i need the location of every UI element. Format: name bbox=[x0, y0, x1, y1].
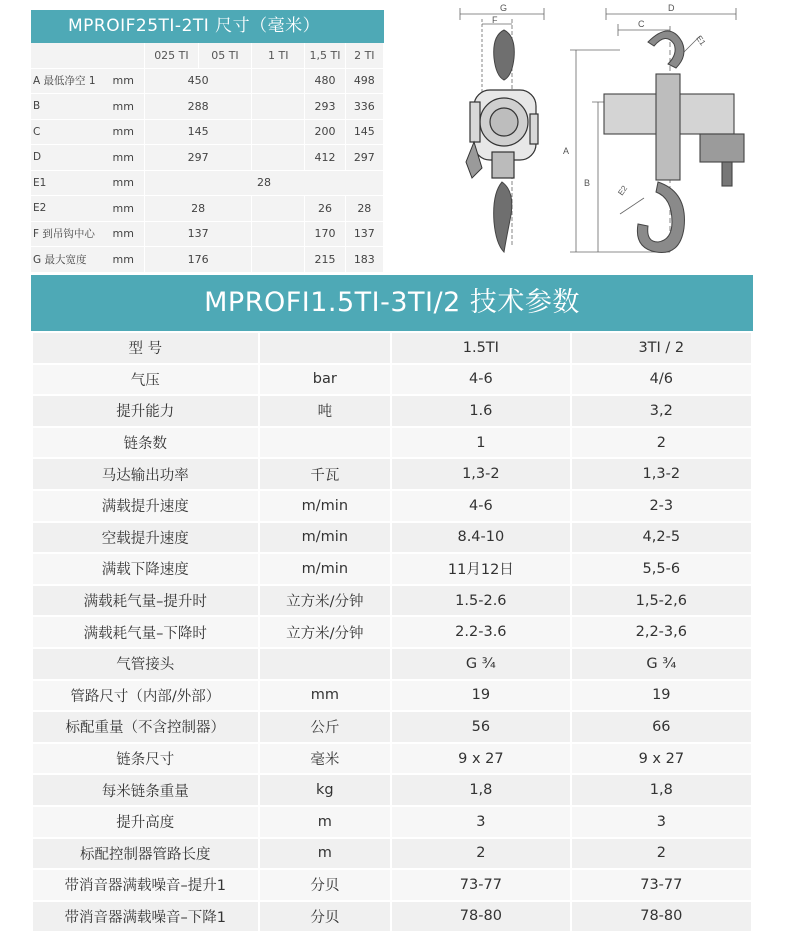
spec-cell: m bbox=[259, 838, 392, 870]
spec-cell: 毫米 bbox=[259, 743, 392, 775]
spec-cell: m/min bbox=[259, 553, 392, 585]
column-header: 1,5 TI bbox=[305, 43, 345, 68]
spec-cell: 1.5-2.6 bbox=[391, 585, 571, 617]
spec-row bbox=[32, 364, 752, 396]
spec-cell: 78-80 bbox=[571, 901, 752, 933]
spec-cell: 5,5-6 bbox=[571, 553, 752, 585]
value-cell: 170 bbox=[305, 221, 345, 247]
spec-cell: 立方米/分钟 bbox=[259, 616, 392, 648]
spec-row bbox=[32, 869, 752, 901]
spec-cell: 管路尺寸（内部/外部） bbox=[32, 680, 259, 712]
column-header: 1 TI bbox=[252, 43, 305, 68]
value-cell: 297 bbox=[145, 145, 252, 171]
spec-cell: 9 x 27 bbox=[571, 743, 752, 775]
spec-cell: 满载耗气量–下降时 bbox=[32, 616, 259, 648]
spec-cell: 马达输出功率 bbox=[32, 458, 259, 490]
spec-cell: 提升能力 bbox=[32, 395, 259, 427]
spec-cell: 4-6 bbox=[391, 364, 571, 396]
spec-cell: 每米链条重量 bbox=[32, 774, 259, 806]
spec-row bbox=[32, 838, 752, 870]
spec-cell: 3,2 bbox=[571, 395, 752, 427]
value-cell: 336 bbox=[345, 94, 383, 120]
spec-cell: 1.5TI bbox=[391, 332, 571, 364]
spec-cell: G ¾ bbox=[571, 648, 752, 680]
dimension-row bbox=[31, 170, 384, 196]
value-cell: 176 bbox=[145, 247, 252, 273]
spec-cell: 2-3 bbox=[571, 490, 752, 522]
row-unit: mm bbox=[107, 221, 145, 247]
spec-table-title: MPROFI1.5TI-3TI/2 技术参数 bbox=[31, 275, 753, 331]
spec-cell: 1,5-2,6 bbox=[571, 585, 752, 617]
spec-row bbox=[32, 616, 752, 648]
spec-cell: 满载提升速度 bbox=[32, 490, 259, 522]
spec-cell: m/min bbox=[259, 522, 392, 554]
spec-cell: 立方米/分钟 bbox=[259, 585, 392, 617]
spec-cell: 标配控制器管路长度 bbox=[32, 838, 259, 870]
row-unit: mm bbox=[107, 247, 145, 273]
value-cell: 137 bbox=[345, 221, 383, 247]
dim-label-b: B bbox=[584, 178, 591, 188]
value-cell: 137 bbox=[145, 221, 252, 247]
spec-row bbox=[32, 458, 752, 490]
value-cell: 28 bbox=[145, 170, 384, 196]
hoist-side-view-drawing bbox=[560, 2, 780, 264]
dimension-table-title: MPROIF25TI-2TI 尺寸（毫米） bbox=[31, 10, 384, 43]
spec-cell: 分贝 bbox=[259, 901, 392, 933]
dimension-row bbox=[31, 68, 384, 94]
spec-cell: G ¾ bbox=[391, 648, 571, 680]
row-label: E1 bbox=[31, 170, 107, 196]
spec-cell: 2,2-3,6 bbox=[571, 616, 752, 648]
spec-row bbox=[32, 806, 752, 838]
spec-cell: 3 bbox=[571, 806, 752, 838]
spec-row bbox=[32, 743, 752, 775]
dimension-row bbox=[31, 196, 384, 222]
spec-cell: 1.6 bbox=[391, 395, 571, 427]
value-cell: 26 bbox=[305, 196, 345, 222]
spec-table bbox=[31, 331, 753, 933]
spec-cell: 带消音器满载噪音–下降1 bbox=[32, 901, 259, 933]
spec-row bbox=[32, 553, 752, 585]
spec-cell: 链条尺寸 bbox=[32, 743, 259, 775]
spec-cell: 19 bbox=[391, 680, 571, 712]
spec-cell: 2 bbox=[571, 427, 752, 459]
spec-cell: 气压 bbox=[32, 364, 259, 396]
column-header: 05 TI bbox=[198, 43, 251, 68]
spec-cell: 1 bbox=[391, 427, 571, 459]
spec-row bbox=[32, 774, 752, 806]
spec-cell: 满载下降速度 bbox=[32, 553, 259, 585]
spec-cell: 2 bbox=[391, 838, 571, 870]
spec-cell: 吨 bbox=[259, 395, 392, 427]
row-label: C bbox=[31, 119, 107, 145]
spec-cell bbox=[259, 648, 392, 680]
spec-cell: 2.2-3.6 bbox=[391, 616, 571, 648]
spec-cell: 3 bbox=[391, 806, 571, 838]
spec-cell: 4/6 bbox=[571, 364, 752, 396]
dim-label-d: D bbox=[668, 3, 675, 13]
spec-cell: 气管接头 bbox=[32, 648, 259, 680]
spec-cell: m/min bbox=[259, 490, 392, 522]
spec-cell: 1,3-2 bbox=[391, 458, 571, 490]
spec-cell: 公斤 bbox=[259, 711, 392, 743]
spec-cell: 空载提升速度 bbox=[32, 522, 259, 554]
spec-cell: 1,8 bbox=[391, 774, 571, 806]
spec-cell: 提升高度 bbox=[32, 806, 259, 838]
dimension-row bbox=[31, 247, 384, 273]
dim-label-g: G bbox=[500, 3, 508, 13]
spec-cell: 9 x 27 bbox=[391, 743, 571, 775]
value-cell: 183 bbox=[345, 247, 383, 273]
value-cell: 450 bbox=[145, 68, 252, 94]
dimension-row bbox=[31, 119, 384, 145]
row-label: G 最大宽度 bbox=[31, 247, 107, 273]
spec-cell bbox=[259, 332, 392, 364]
value-cell: 200 bbox=[305, 119, 345, 145]
row-unit: mm bbox=[107, 170, 145, 196]
spec-cell: 千瓦 bbox=[259, 458, 392, 490]
value-cell: 293 bbox=[305, 94, 345, 120]
spec-cell: m bbox=[259, 806, 392, 838]
spec-cell: kg bbox=[259, 774, 392, 806]
spec-cell: 3TI / 2 bbox=[571, 332, 752, 364]
spec-cell: 1,8 bbox=[571, 774, 752, 806]
row-unit: mm bbox=[107, 94, 145, 120]
spec-cell: 满载耗气量–提升时 bbox=[32, 585, 259, 617]
spec-row bbox=[32, 522, 752, 554]
dim-label-a: A bbox=[563, 146, 570, 156]
value-cell: 412 bbox=[305, 145, 345, 171]
spec-row bbox=[32, 585, 752, 617]
spec-cell: 标配重量（不含控制器） bbox=[32, 711, 259, 743]
value-cell: 145 bbox=[145, 119, 252, 145]
spec-cell: bar bbox=[259, 364, 392, 396]
dimension-header-row bbox=[31, 43, 384, 68]
spec-row bbox=[32, 680, 752, 712]
row-unit: mm bbox=[107, 68, 145, 94]
dim-label-e1: E1 bbox=[694, 33, 708, 48]
spec-cell: 链条数 bbox=[32, 427, 259, 459]
spec-row bbox=[32, 395, 752, 427]
spec-cell: 带消音器满载噪音–提升1 bbox=[32, 869, 259, 901]
dimension-row bbox=[31, 221, 384, 247]
spec-cell bbox=[259, 427, 392, 459]
spec-cell: mm bbox=[259, 680, 392, 712]
row-label: E2 bbox=[31, 196, 107, 222]
value-cell: 28 bbox=[145, 196, 252, 222]
row-unit: mm bbox=[107, 145, 145, 171]
dimension-row bbox=[31, 145, 384, 171]
dim-label-f: F bbox=[492, 15, 498, 25]
column-header: 2 TI bbox=[345, 43, 383, 68]
row-unit: mm bbox=[107, 196, 145, 222]
spec-cell: 78-80 bbox=[391, 901, 571, 933]
dimension-table bbox=[31, 43, 384, 273]
row-unit: mm bbox=[107, 119, 145, 145]
spec-row bbox=[32, 711, 752, 743]
value-cell: 145 bbox=[345, 119, 383, 145]
row-label: D bbox=[31, 145, 107, 171]
row-label: F 到吊钩中心 bbox=[31, 221, 107, 247]
dim-label-e2: E2 bbox=[616, 183, 630, 198]
value-cell: 297 bbox=[345, 145, 383, 171]
spec-cell: 8.4-10 bbox=[391, 522, 571, 554]
spec-cell: 19 bbox=[571, 680, 752, 712]
spec-cell: 73-77 bbox=[391, 869, 571, 901]
value-cell: 498 bbox=[345, 68, 383, 94]
spec-cell: 型 号 bbox=[32, 332, 259, 364]
value-cell: 28 bbox=[345, 196, 383, 222]
spec-cell: 56 bbox=[391, 711, 571, 743]
value-cell: 480 bbox=[305, 68, 345, 94]
spec-cell: 11月12日 bbox=[391, 553, 571, 585]
value-cell: 215 bbox=[305, 247, 345, 273]
spec-row bbox=[32, 901, 752, 933]
spec-header-row bbox=[32, 332, 752, 364]
spec-cell: 73-77 bbox=[571, 869, 752, 901]
column-header: 025 TI bbox=[145, 43, 199, 68]
spec-cell: 1,3-2 bbox=[571, 458, 752, 490]
spec-row bbox=[32, 490, 752, 522]
dimension-row bbox=[31, 94, 384, 120]
spec-cell: 4-6 bbox=[391, 490, 571, 522]
value-cell: 288 bbox=[145, 94, 252, 120]
dim-label-c: C bbox=[638, 19, 645, 29]
row-label: A 最低净空 1 bbox=[31, 68, 107, 94]
spec-row bbox=[32, 427, 752, 459]
spec-cell: 4,2-5 bbox=[571, 522, 752, 554]
spec-cell: 2 bbox=[571, 838, 752, 870]
spec-cell: 66 bbox=[571, 711, 752, 743]
spec-cell: 分贝 bbox=[259, 869, 392, 901]
spec-row bbox=[32, 648, 752, 680]
hoist-front-view-drawing bbox=[452, 2, 562, 264]
row-label: B bbox=[31, 94, 107, 120]
